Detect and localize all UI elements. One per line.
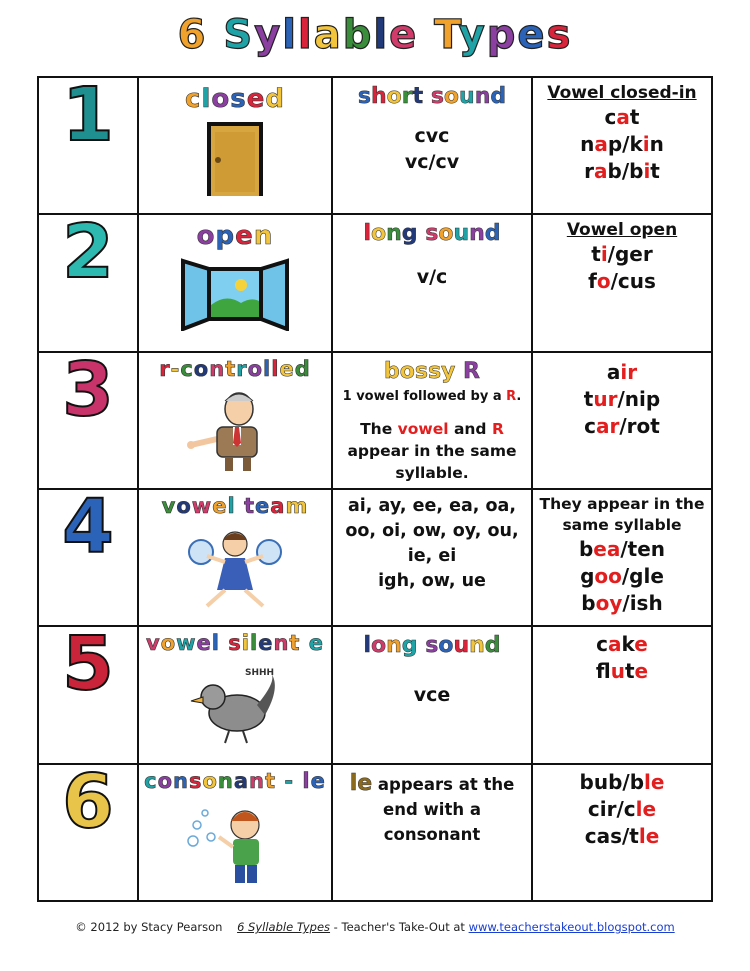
door-icon <box>205 120 265 198</box>
sound-cell <box>332 489 532 626</box>
number-cell <box>38 483 138 626</box>
table-row <box>38 214 712 351</box>
sound-header: le <box>349 770 373 796</box>
example-word: cake <box>596 632 648 657</box>
table-row <box>38 77 712 214</box>
example-word: bea/ten <box>578 536 666 561</box>
sound-cell <box>332 214 532 351</box>
table-row <box>38 352 712 489</box>
window-icon <box>181 257 289 331</box>
example-list <box>533 241 711 295</box>
sound-header: short sound <box>357 84 507 109</box>
table-row <box>38 764 712 901</box>
sound-header-b: R <box>463 358 480 384</box>
svg-text:SHHH: SHHH <box>245 668 275 679</box>
example-cell <box>532 214 712 351</box>
footer-link[interactable]: www.teacherstakeout.blogspot.com <box>468 920 675 934</box>
sound-cell <box>332 352 532 489</box>
description: Vowel open <box>566 220 678 241</box>
type-cell <box>138 352 332 489</box>
example-cell <box>532 489 712 626</box>
example-word: ti/ger <box>591 242 653 267</box>
page-title: 6 Syllable Types <box>177 12 573 58</box>
example-word: fo/cus <box>588 269 656 294</box>
pattern-list: cvc vc/cv <box>404 125 460 173</box>
sound-body: The vowel and R appear in the same syllable. <box>347 419 517 482</box>
example-word: bub/ble <box>579 769 665 794</box>
cheerleader-icon <box>187 524 283 612</box>
pattern-list: v/c <box>416 266 448 289</box>
bossy-man-icon <box>187 387 283 475</box>
type-name: vowel silent e <box>145 631 325 656</box>
sound-header-a: bossy <box>383 358 464 384</box>
example-word: boy/ish <box>581 590 663 615</box>
footer <box>0 920 750 934</box>
example-cell <box>532 77 712 214</box>
row-number: 4 <box>62 483 114 570</box>
type-cell <box>138 764 332 901</box>
type-cell <box>138 626 332 763</box>
footer-copyright: © 2012 by Stacy Pearson <box>75 920 223 934</box>
shh-bird-icon <box>185 661 285 747</box>
sound-cell <box>332 764 532 901</box>
pattern-list: ai, ay, ee, ea, oa, oo, oi, ow, oy, ou, ie, ei igh, ow, ue <box>345 495 519 591</box>
row-number: 2 <box>62 209 114 296</box>
example-word: rab/bit <box>584 159 660 183</box>
type-cell <box>138 489 332 626</box>
example-word: cir/cle <box>587 796 657 821</box>
type-name: vowel team <box>161 493 309 518</box>
example-list <box>533 104 711 185</box>
number-cell <box>38 758 138 901</box>
example-word: goo/gle <box>580 563 664 588</box>
sound-header: long sound <box>363 221 501 247</box>
table-row <box>38 626 712 763</box>
sound-note: 1 vowel followed by a R. <box>342 388 522 404</box>
example-list <box>533 536 711 617</box>
row-number: 1 <box>62 72 114 158</box>
syllable-table <box>37 72 713 902</box>
example-word: cas/tle <box>584 823 660 848</box>
row-number: 6 <box>62 758 114 845</box>
footer-mid: - Teacher's Take-Out at <box>330 920 469 934</box>
type-name: open <box>196 221 274 252</box>
example-word: tur/nip <box>583 386 661 411</box>
sound-header: long sound <box>363 633 501 659</box>
table-row <box>38 489 712 626</box>
example-cell <box>532 764 712 901</box>
number-cell <box>38 72 138 214</box>
row-number: 5 <box>62 621 114 708</box>
footer-doc-title: 6 Syllable Types <box>237 920 331 934</box>
example-word: cat <box>604 105 640 129</box>
type-name: r-controlled <box>159 356 311 381</box>
example-cell <box>532 626 712 763</box>
sound-tail: appears at the end with a consonant <box>377 774 515 844</box>
example-list <box>533 631 711 685</box>
example-word: nap/kin <box>580 132 664 156</box>
example-list <box>533 359 711 440</box>
number-cell <box>38 346 138 489</box>
bubble-boy-icon <box>185 799 285 889</box>
number-cell <box>38 209 138 351</box>
sound-header <box>333 359 531 384</box>
row-number: 3 <box>62 346 114 433</box>
type-cell <box>138 214 332 351</box>
number-cell <box>38 621 138 763</box>
example-word: flute <box>595 659 649 684</box>
type-name: closed <box>185 84 285 114</box>
description: Vowel closed-in <box>547 83 697 103</box>
sound-cell <box>332 77 532 214</box>
example-word: car/rot <box>584 413 660 438</box>
example-list <box>533 769 711 850</box>
sound-body <box>333 771 531 847</box>
pattern-list: vce <box>413 684 451 707</box>
example-word: air <box>606 359 638 384</box>
type-name: consonant - le <box>144 768 326 793</box>
description: They appear in the same syllable <box>539 494 705 534</box>
sound-cell <box>332 626 532 763</box>
example-cell <box>532 352 712 489</box>
type-cell <box>138 77 332 214</box>
